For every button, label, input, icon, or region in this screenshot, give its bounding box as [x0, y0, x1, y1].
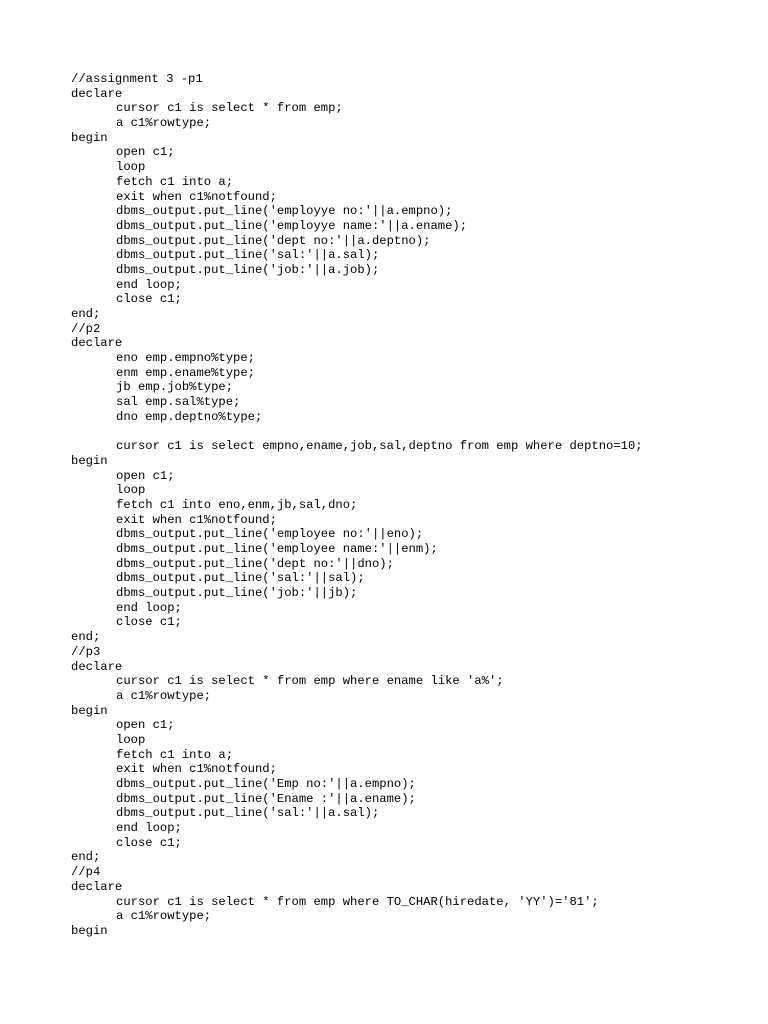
- code-line-text: begin: [71, 453, 108, 468]
- code-line-text: begin: [71, 130, 108, 145]
- code-line-text: //p2: [71, 321, 101, 336]
- code-line-text: dbms_output.put_line('Ename :'||a.ename);: [116, 791, 416, 806]
- code-line: [71, 865, 643, 880]
- code-line: [71, 645, 643, 660]
- code-line: [71, 777, 643, 792]
- code-line: [71, 660, 643, 675]
- code-line: [71, 101, 643, 116]
- code-line: [71, 674, 643, 689]
- code-line: [71, 336, 643, 351]
- code-line: [71, 836, 643, 851]
- code-line-text: enm emp.ename%type;: [116, 365, 255, 380]
- code-line-text: jb emp.job%type;: [116, 380, 234, 395]
- code-line: [71, 145, 643, 160]
- code-line: [71, 571, 643, 586]
- code-line-text: open c1;: [116, 718, 175, 733]
- code-line: [71, 366, 643, 381]
- code-line-text: fetch c1 into a;: [116, 747, 234, 762]
- code-line: [71, 806, 643, 821]
- code-line: [71, 527, 643, 542]
- code-line: [71, 513, 643, 528]
- code-line: [71, 278, 643, 293]
- code-line: [71, 219, 643, 234]
- code-line-text: end loop;: [116, 277, 182, 292]
- code-line: [71, 116, 643, 131]
- code-line-text: dbms_output.put_line('Emp no:'||a.empno);: [116, 777, 416, 791]
- code-line-text: end;: [71, 630, 101, 645]
- code-line: [71, 248, 643, 263]
- code-line-text: a c1%rowtype;: [116, 688, 212, 703]
- code-line: [71, 454, 643, 469]
- code-line: [71, 821, 643, 836]
- code-line-text: sal emp.sal%type;: [116, 395, 241, 410]
- code-line-text: end loop;: [116, 600, 182, 615]
- code-line: [71, 395, 643, 410]
- code-line: [71, 792, 643, 807]
- code-listing: [71, 72, 643, 939]
- code-line: [71, 425, 643, 440]
- code-line-text: dbms_output.put_line('employye no:'||a.empno);: [116, 204, 453, 219]
- code-line: [71, 72, 643, 87]
- code-line-text: //p3: [71, 644, 101, 659]
- code-line: [71, 190, 643, 205]
- code-line-text: dbms_output.put_line('sal:'||a.sal);: [116, 248, 380, 263]
- code-line-text: cursor c1 is select * from emp where ename like 'a%';: [116, 674, 504, 689]
- code-line-text: declare: [71, 879, 123, 894]
- code-line: [71, 762, 643, 777]
- code-line-text: //p4: [71, 865, 101, 880]
- code-line: [71, 380, 643, 395]
- code-line: [71, 542, 643, 557]
- code-line: [71, 557, 643, 572]
- code-line-text: dbms_output.put_line('employee no:'||eno);: [116, 527, 424, 542]
- code-line: [71, 410, 643, 425]
- code-line-text: end loop;: [116, 821, 182, 836]
- code-line-text: fetch c1 into a;: [116, 174, 234, 189]
- code-line: [71, 263, 643, 278]
- code-line: [71, 909, 643, 924]
- code-line: [71, 630, 643, 645]
- code-line-text: loop: [116, 732, 146, 747]
- code-line: [71, 307, 643, 322]
- code-line: [71, 850, 643, 865]
- code-line-text: declare: [71, 659, 123, 674]
- code-line: [71, 483, 643, 498]
- code-line-text: exit when c1%notfound;: [116, 762, 277, 777]
- code-line-text: dbms_output.put_line('sal:'||a.sal);: [116, 806, 380, 821]
- code-line: [71, 160, 643, 175]
- code-line-text: dno emp.deptno%type;: [116, 409, 263, 424]
- code-line-text: dbms_output.put_line('dept no:'||dno);: [116, 556, 394, 571]
- code-line-text: dbms_output.put_line('dept no:'||a.deptno);: [116, 233, 431, 248]
- code-line: [71, 87, 643, 102]
- code-line: [71, 292, 643, 307]
- code-line-text: //assignment 3 -p1: [71, 72, 203, 86]
- code-line: [71, 615, 643, 630]
- code-line-text: exit when c1%notfound;: [116, 189, 277, 204]
- code-line-text: begin: [71, 703, 108, 718]
- code-line: [71, 322, 643, 337]
- code-line-text: a c1%rowtype;: [116, 909, 212, 924]
- code-line: [71, 586, 643, 601]
- code-line: [71, 924, 643, 939]
- code-line: [71, 880, 643, 895]
- code-line-text: dbms_output.put_line('employee name:'||enm);: [116, 542, 438, 556]
- code-line: [71, 175, 643, 190]
- code-line: [71, 895, 643, 910]
- code-line: [71, 718, 643, 733]
- code-line-text: end;: [71, 850, 101, 865]
- code-line-text: cursor c1 is select * from emp;: [116, 101, 343, 116]
- code-line-text: eno emp.empno%type;: [116, 351, 255, 366]
- code-line-text: a c1%rowtype;: [116, 116, 212, 131]
- code-line: [71, 234, 643, 249]
- code-line: [71, 704, 643, 719]
- code-line-text: cursor c1 is select empno,ename,job,sal,deptno from emp where deptno=10;: [116, 439, 643, 454]
- code-line-text: cursor c1 is select * from emp where TO_CHAR(hiredate, 'YY')='81';: [116, 894, 599, 909]
- code-line: [71, 351, 643, 366]
- code-line: [71, 498, 643, 513]
- code-line-text: fetch c1 into eno,enm,jb,sal,dno;: [116, 497, 358, 512]
- code-line: [71, 601, 643, 616]
- code-line-text: dbms_output.put_line('sal:'||sal);: [116, 571, 365, 586]
- code-line-text: end;: [71, 307, 101, 321]
- code-line: [71, 131, 643, 146]
- code-line-text: close c1;: [116, 835, 182, 850]
- code-line: [71, 689, 643, 704]
- code-line-text: loop: [116, 160, 146, 175]
- code-line-text: open c1;: [116, 468, 175, 483]
- code-line-text: begin: [71, 923, 108, 938]
- code-line-text: dbms_output.put_line('job:'||jb);: [116, 586, 358, 601]
- code-line-text: exit when c1%notfound;: [116, 512, 277, 527]
- code-line-text: declare: [71, 336, 123, 351]
- code-line: [71, 469, 643, 484]
- code-line-text: dbms_output.put_line('employye name:'||a.ename);: [116, 218, 468, 233]
- code-line-text: declare: [71, 86, 123, 101]
- code-line-text: open c1;: [116, 145, 175, 160]
- code-line-text: dbms_output.put_line('job:'||a.job);: [116, 262, 380, 277]
- code-line-text: close c1;: [116, 615, 182, 630]
- code-line-text: loop: [116, 483, 146, 498]
- code-line: [71, 439, 643, 454]
- code-line: [71, 748, 643, 763]
- code-line: [71, 733, 643, 748]
- code-line-text: close c1;: [116, 292, 182, 307]
- code-line: [71, 204, 643, 219]
